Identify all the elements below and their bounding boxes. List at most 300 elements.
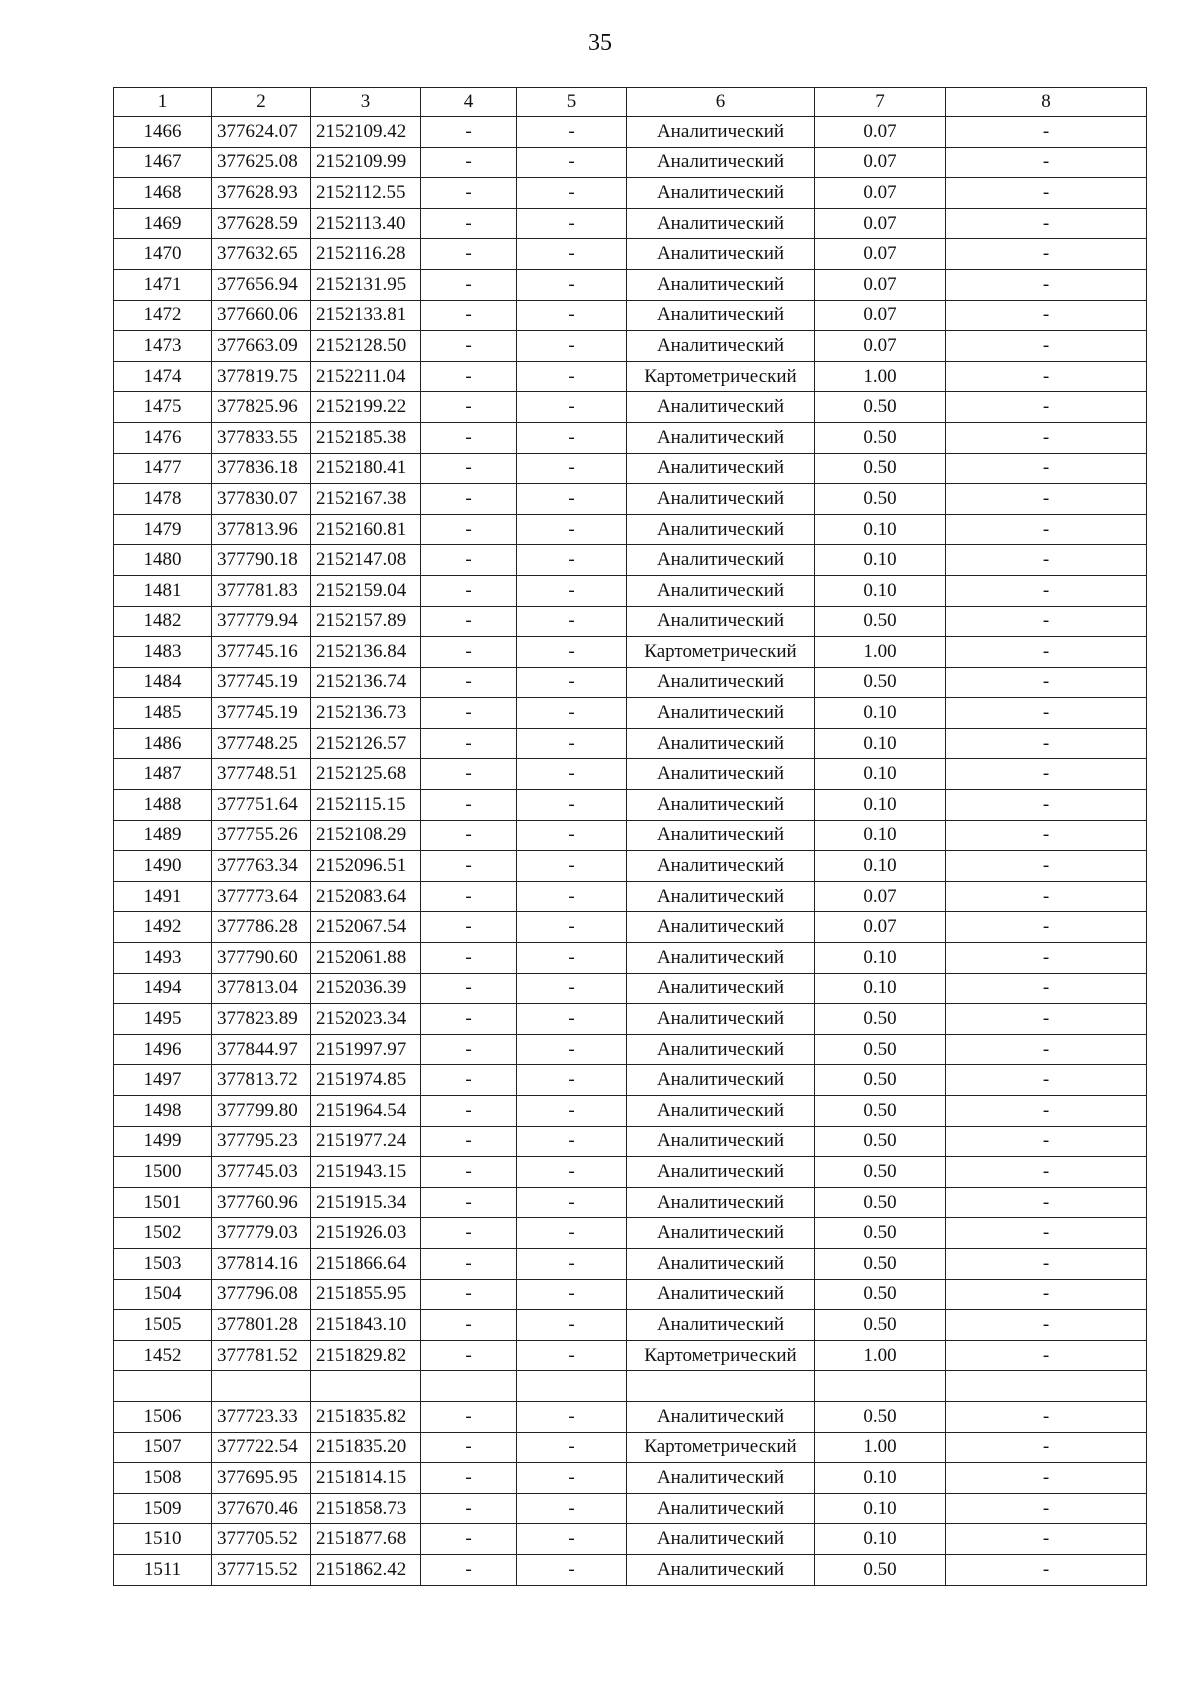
table-row — [114, 331, 1147, 362]
method-cell: Аналитический — [627, 484, 815, 515]
table-row — [114, 453, 1147, 484]
point-number-cell: 1477 — [114, 453, 212, 484]
table-row — [114, 269, 1147, 300]
point-number-cell: 1486 — [114, 728, 212, 759]
table-row — [114, 1248, 1147, 1279]
page-number: 35 — [588, 30, 612, 56]
point-number-cell: 1495 — [114, 1004, 212, 1035]
col-5-value-cell: - — [517, 208, 627, 239]
point-number-cell: 1473 — [114, 331, 212, 362]
col-8-value-cell: - — [946, 575, 1147, 606]
col-4-value-cell: - — [421, 1554, 517, 1585]
col-8-value-cell: - — [946, 514, 1147, 545]
col-5-value-cell: - — [517, 1554, 627, 1585]
coordinate-x-cell: 377745.16 — [212, 637, 311, 668]
col-4-value-cell: - — [421, 1493, 517, 1524]
method-cell: Аналитический — [627, 147, 815, 178]
method-cell: Аналитический — [627, 1248, 815, 1279]
table-row — [114, 1432, 1147, 1463]
method-cell: Аналитический — [627, 514, 815, 545]
accuracy-cell: 0.50 — [815, 1065, 946, 1096]
table-row — [114, 1401, 1147, 1432]
col-5-value-cell: - — [517, 973, 627, 1004]
coordinate-y-cell — [311, 1371, 421, 1402]
point-number-cell: 1474 — [114, 361, 212, 392]
table-row — [114, 1187, 1147, 1218]
col-5-value-cell — [517, 1371, 627, 1402]
coordinate-x-cell: 377722.54 — [212, 1432, 311, 1463]
col-5-value-cell: - — [517, 1034, 627, 1065]
col-4-value-cell: - — [421, 637, 517, 668]
col-5-value-cell: - — [517, 1157, 627, 1188]
coordinate-y-cell: 2152131.95 — [311, 269, 421, 300]
col-5-value-cell: - — [517, 1248, 627, 1279]
method-cell: Аналитический — [627, 300, 815, 331]
method-cell: Аналитический — [627, 117, 815, 148]
point-number-cell: 1500 — [114, 1157, 212, 1188]
accuracy-cell: 0.07 — [815, 239, 946, 270]
point-number-cell: 1479 — [114, 514, 212, 545]
table-row — [114, 514, 1147, 545]
coordinate-x-cell: 377625.08 — [212, 147, 311, 178]
col-4-value-cell: - — [421, 361, 517, 392]
col-8-value-cell: - — [946, 361, 1147, 392]
coordinate-x-cell: 377836.18 — [212, 453, 311, 484]
col-4-value-cell: - — [421, 331, 517, 362]
point-number-cell: 1493 — [114, 943, 212, 974]
col-8-value-cell: - — [946, 698, 1147, 729]
accuracy-cell: 0.50 — [815, 422, 946, 453]
col-8-value-cell: - — [946, 545, 1147, 576]
col-8-value-cell: - — [946, 790, 1147, 821]
point-number-cell: 1496 — [114, 1034, 212, 1065]
point-number-cell: 1452 — [114, 1340, 212, 1371]
col-8-value-cell: - — [946, 1096, 1147, 1127]
table-row — [114, 790, 1147, 821]
coordinate-x-cell: 377695.95 — [212, 1463, 311, 1494]
coordinate-x-cell: 377763.34 — [212, 851, 311, 882]
col-8-value-cell: - — [946, 208, 1147, 239]
column-header: 7 — [815, 88, 946, 117]
col-5-value-cell: - — [517, 667, 627, 698]
col-4-value-cell: - — [421, 759, 517, 790]
coordinate-y-cell: 2151862.42 — [311, 1554, 421, 1585]
col-4-value-cell: - — [421, 147, 517, 178]
coordinate-x-cell: 377745.19 — [212, 667, 311, 698]
table-row — [114, 1554, 1147, 1585]
method-cell: Аналитический — [627, 1157, 815, 1188]
col-4-value-cell: - — [421, 1340, 517, 1371]
accuracy-cell: 0.10 — [815, 1463, 946, 1494]
method-cell: Аналитический — [627, 269, 815, 300]
table-row — [114, 759, 1147, 790]
method-cell: Аналитический — [627, 1493, 815, 1524]
table-row — [114, 1493, 1147, 1524]
coordinate-x-cell: 377779.94 — [212, 606, 311, 637]
col-8-value-cell: - — [946, 147, 1147, 178]
method-cell: Аналитический — [627, 1126, 815, 1157]
accuracy-cell: 0.07 — [815, 178, 946, 209]
coordinate-y-cell: 2152108.29 — [311, 820, 421, 851]
col-8-value-cell: - — [946, 1463, 1147, 1494]
point-number-cell: 1509 — [114, 1493, 212, 1524]
col-8-value-cell: - — [946, 1432, 1147, 1463]
coordinate-y-cell: 2151943.15 — [311, 1157, 421, 1188]
accuracy-cell: 0.07 — [815, 912, 946, 943]
point-number-cell: 1482 — [114, 606, 212, 637]
table-row — [114, 239, 1147, 270]
col-8-value-cell: - — [946, 1034, 1147, 1065]
table-row — [114, 912, 1147, 943]
coordinate-x-cell: 377656.94 — [212, 269, 311, 300]
accuracy-cell: 0.50 — [815, 1126, 946, 1157]
coordinate-y-cell: 2151915.34 — [311, 1187, 421, 1218]
table-row — [114, 484, 1147, 515]
coordinate-y-cell: 2151866.64 — [311, 1248, 421, 1279]
coordinate-y-cell: 2152157.89 — [311, 606, 421, 637]
col-8-value-cell: - — [946, 453, 1147, 484]
col-8-value-cell: - — [946, 269, 1147, 300]
col-4-value-cell: - — [421, 698, 517, 729]
coordinate-x-cell: 377755.26 — [212, 820, 311, 851]
coordinate-x-cell: 377715.52 — [212, 1554, 311, 1585]
accuracy-cell: 0.07 — [815, 881, 946, 912]
col-5-value-cell: - — [517, 545, 627, 576]
table-row — [114, 1096, 1147, 1127]
coordinate-x-cell: 377745.03 — [212, 1157, 311, 1188]
accuracy-cell: 0.50 — [815, 1034, 946, 1065]
coordinate-y-cell: 2152180.41 — [311, 453, 421, 484]
method-cell: Аналитический — [627, 851, 815, 882]
method-cell: Аналитический — [627, 422, 815, 453]
col-4-value-cell: - — [421, 1279, 517, 1310]
coordinate-y-cell: 2152125.68 — [311, 759, 421, 790]
col-5-value-cell: - — [517, 943, 627, 974]
col-4-value-cell: - — [421, 484, 517, 515]
col-8-value-cell: - — [946, 1493, 1147, 1524]
header-row — [114, 88, 1147, 117]
table-row — [114, 178, 1147, 209]
accuracy-cell: 0.50 — [815, 606, 946, 637]
col-8-value-cell: - — [946, 1310, 1147, 1341]
coordinate-x-cell: 377624.07 — [212, 117, 311, 148]
table-row — [114, 422, 1147, 453]
col-8-value-cell: - — [946, 1218, 1147, 1249]
coordinate-y-cell: 2152136.73 — [311, 698, 421, 729]
col-4-value-cell: - — [421, 973, 517, 1004]
col-4-value-cell: - — [421, 790, 517, 821]
coordinate-y-cell: 2152115.15 — [311, 790, 421, 821]
method-cell: Аналитический — [627, 667, 815, 698]
col-5-value-cell: - — [517, 728, 627, 759]
column-header: 8 — [946, 88, 1147, 117]
table-row — [114, 1157, 1147, 1188]
accuracy-cell: 0.50 — [815, 484, 946, 515]
col-4-value-cell: - — [421, 820, 517, 851]
col-5-value-cell: - — [517, 331, 627, 362]
col-8-value-cell: - — [946, 667, 1147, 698]
coordinate-x-cell: 377705.52 — [212, 1524, 311, 1555]
coordinate-y-cell: 2151974.85 — [311, 1065, 421, 1096]
column-header: 1 — [114, 88, 212, 117]
coordinate-x-cell: 377796.08 — [212, 1279, 311, 1310]
method-cell: Аналитический — [627, 178, 815, 209]
col-4-value-cell: - — [421, 1126, 517, 1157]
coordinate-y-cell: 2151926.03 — [311, 1218, 421, 1249]
table-row — [114, 147, 1147, 178]
table-row — [114, 698, 1147, 729]
col-4-value-cell: - — [421, 117, 517, 148]
col-4-value-cell: - — [421, 208, 517, 239]
coordinate-y-cell: 2152136.74 — [311, 667, 421, 698]
col-4-value-cell: - — [421, 1096, 517, 1127]
table-row — [114, 1279, 1147, 1310]
coordinate-y-cell: 2152023.34 — [311, 1004, 421, 1035]
col-5-value-cell: - — [517, 1463, 627, 1494]
method-cell: Аналитический — [627, 1004, 815, 1035]
point-number-cell: 1507 — [114, 1432, 212, 1463]
coordinate-y-cell: 2151858.73 — [311, 1493, 421, 1524]
point-number-cell: 1508 — [114, 1463, 212, 1494]
col-8-value-cell: - — [946, 728, 1147, 759]
coordinate-x-cell: 377823.89 — [212, 1004, 311, 1035]
coordinate-y-cell: 2152167.38 — [311, 484, 421, 515]
col-8-value-cell: - — [946, 759, 1147, 790]
coordinate-x-cell: 377781.83 — [212, 575, 311, 606]
coordinate-y-cell: 2152067.54 — [311, 912, 421, 943]
coordinate-y-cell: 2152126.57 — [311, 728, 421, 759]
point-number-cell: 1497 — [114, 1065, 212, 1096]
column-header: 5 — [517, 88, 627, 117]
method-cell: Аналитический — [627, 759, 815, 790]
table-row — [114, 545, 1147, 576]
method-cell: Картометрический — [627, 637, 815, 668]
col-5-value-cell: - — [517, 1340, 627, 1371]
table-body — [114, 117, 1147, 1586]
point-number-cell: 1489 — [114, 820, 212, 851]
method-cell — [627, 1371, 815, 1402]
method-cell: Аналитический — [627, 973, 815, 1004]
col-5-value-cell: - — [517, 453, 627, 484]
accuracy-cell: 1.00 — [815, 1432, 946, 1463]
coordinate-y-cell: 2152036.39 — [311, 973, 421, 1004]
coordinate-x-cell: 377790.18 — [212, 545, 311, 576]
col-5-value-cell: - — [517, 1493, 627, 1524]
method-cell: Аналитический — [627, 575, 815, 606]
coordinate-x-cell: 377751.64 — [212, 790, 311, 821]
table-row — [114, 1524, 1147, 1555]
coordinate-x-cell: 377813.72 — [212, 1065, 311, 1096]
accuracy-cell: 0.10 — [815, 545, 946, 576]
accuracy-cell: 0.10 — [815, 728, 946, 759]
col-8-value-cell: - — [946, 239, 1147, 270]
coordinate-y-cell: 2151964.54 — [311, 1096, 421, 1127]
table-row — [114, 1340, 1147, 1371]
point-number-cell: 1467 — [114, 147, 212, 178]
col-8-value-cell: - — [946, 178, 1147, 209]
column-header: 6 — [627, 88, 815, 117]
method-cell: Аналитический — [627, 239, 815, 270]
col-4-value-cell: - — [421, 575, 517, 606]
accuracy-cell: 0.07 — [815, 147, 946, 178]
coordinate-y-cell: 2152112.55 — [311, 178, 421, 209]
table-row — [114, 1126, 1147, 1157]
accuracy-cell: 0.50 — [815, 1279, 946, 1310]
coordinate-x-cell: 377814.16 — [212, 1248, 311, 1279]
method-cell: Аналитический — [627, 1096, 815, 1127]
col-5-value-cell: - — [517, 1279, 627, 1310]
table-row — [114, 1065, 1147, 1096]
col-5-value-cell: - — [517, 606, 627, 637]
accuracy-cell: 0.50 — [815, 1157, 946, 1188]
col-4-value-cell: - — [421, 514, 517, 545]
point-number-cell: 1490 — [114, 851, 212, 882]
coordinate-x-cell: 377760.96 — [212, 1187, 311, 1218]
point-number-cell: 1498 — [114, 1096, 212, 1127]
accuracy-cell: 0.07 — [815, 117, 946, 148]
method-cell: Аналитический — [627, 392, 815, 423]
coordinate-x-cell: 377813.04 — [212, 973, 311, 1004]
coordinate-x-cell: 377628.93 — [212, 178, 311, 209]
coordinate-y-cell: 2151843.10 — [311, 1310, 421, 1341]
table-row — [114, 1310, 1147, 1341]
coordinate-x-cell: 377748.25 — [212, 728, 311, 759]
accuracy-cell: 1.00 — [815, 1340, 946, 1371]
table-row — [114, 575, 1147, 606]
col-5-value-cell: - — [517, 1401, 627, 1432]
coordinate-x-cell: 377830.07 — [212, 484, 311, 515]
col-4-value-cell: - — [421, 1401, 517, 1432]
table-row — [114, 300, 1147, 331]
method-cell: Аналитический — [627, 545, 815, 576]
point-number-cell: 1501 — [114, 1187, 212, 1218]
method-cell: Аналитический — [627, 881, 815, 912]
coordinate-x-cell: 377628.59 — [212, 208, 311, 239]
point-number-cell: 1487 — [114, 759, 212, 790]
accuracy-cell: 0.10 — [815, 820, 946, 851]
col-4-value-cell: - — [421, 1187, 517, 1218]
col-4-value-cell: - — [421, 1524, 517, 1555]
col-8-value-cell: - — [946, 392, 1147, 423]
coordinate-y-cell: 2152096.51 — [311, 851, 421, 882]
col-4-value-cell: - — [421, 881, 517, 912]
point-number-cell: 1472 — [114, 300, 212, 331]
col-4-value-cell: - — [421, 269, 517, 300]
coordinate-x-cell: 377786.28 — [212, 912, 311, 943]
method-cell: Аналитический — [627, 1554, 815, 1585]
point-number-cell: 1505 — [114, 1310, 212, 1341]
method-cell: Картометрический — [627, 1432, 815, 1463]
method-cell: Аналитический — [627, 1463, 815, 1494]
accuracy-cell: 0.10 — [815, 1524, 946, 1555]
coordinate-y-cell: 2151877.68 — [311, 1524, 421, 1555]
coordinate-x-cell: 377799.80 — [212, 1096, 311, 1127]
accuracy-cell: 0.50 — [815, 1187, 946, 1218]
col-8-value-cell: - — [946, 1554, 1147, 1585]
point-number-cell: 1510 — [114, 1524, 212, 1555]
col-5-value-cell: - — [517, 514, 627, 545]
point-number-cell: 1485 — [114, 698, 212, 729]
column-header: 3 — [311, 88, 421, 117]
col-4-value-cell: - — [421, 943, 517, 974]
accuracy-cell: 0.50 — [815, 453, 946, 484]
col-8-value-cell: - — [946, 484, 1147, 515]
accuracy-cell: 0.10 — [815, 1493, 946, 1524]
coordinate-y-cell: 2151829.82 — [311, 1340, 421, 1371]
method-cell: Аналитический — [627, 1310, 815, 1341]
col-5-value-cell: - — [517, 851, 627, 882]
col-5-value-cell: - — [517, 1310, 627, 1341]
accuracy-cell: 0.07 — [815, 331, 946, 362]
coordinate-x-cell: 377663.09 — [212, 331, 311, 362]
accuracy-cell: 0.50 — [815, 1248, 946, 1279]
col-8-value-cell: - — [946, 820, 1147, 851]
coordinate-x-cell — [212, 1371, 311, 1402]
coordinate-y-cell: 2152160.81 — [311, 514, 421, 545]
coordinate-y-cell: 2152159.04 — [311, 575, 421, 606]
coordinate-x-cell: 377795.23 — [212, 1126, 311, 1157]
col-5-value-cell: - — [517, 1126, 627, 1157]
col-4-value-cell: - — [421, 1310, 517, 1341]
point-number-cell — [114, 1371, 212, 1402]
column-header: 4 — [421, 88, 517, 117]
method-cell: Аналитический — [627, 1034, 815, 1065]
col-8-value-cell: - — [946, 1279, 1147, 1310]
coordinate-y-cell: 2152116.28 — [311, 239, 421, 270]
point-number-cell: 1504 — [114, 1279, 212, 1310]
col-8-value-cell: - — [946, 1187, 1147, 1218]
coordinate-y-cell: 2152113.40 — [311, 208, 421, 239]
table-row — [114, 1218, 1147, 1249]
col-5-value-cell: - — [517, 790, 627, 821]
method-cell: Аналитический — [627, 1187, 815, 1218]
col-5-value-cell: - — [517, 392, 627, 423]
col-8-value-cell: - — [946, 881, 1147, 912]
col-5-value-cell: - — [517, 1004, 627, 1035]
method-cell: Аналитический — [627, 698, 815, 729]
coordinate-x-cell: 377844.97 — [212, 1034, 311, 1065]
col-4-value-cell: - — [421, 912, 517, 943]
coordinate-x-cell: 377632.65 — [212, 239, 311, 270]
accuracy-cell: 0.10 — [815, 698, 946, 729]
method-cell: Аналитический — [627, 820, 815, 851]
col-5-value-cell: - — [517, 912, 627, 943]
method-cell: Аналитический — [627, 1065, 815, 1096]
point-number-cell: 1488 — [114, 790, 212, 821]
point-number-cell: 1511 — [114, 1554, 212, 1585]
accuracy-cell: 0.10 — [815, 851, 946, 882]
col-8-value-cell: - — [946, 637, 1147, 668]
col-8-value-cell: - — [946, 1065, 1147, 1096]
method-cell: Картометрический — [627, 361, 815, 392]
col-5-value-cell: - — [517, 422, 627, 453]
col-5-value-cell: - — [517, 759, 627, 790]
accuracy-cell: 0.10 — [815, 943, 946, 974]
col-4-value-cell: - — [421, 422, 517, 453]
col-4-value-cell: - — [421, 1248, 517, 1279]
table-row — [114, 943, 1147, 974]
accuracy-cell: 0.10 — [815, 759, 946, 790]
col-8-value-cell: - — [946, 851, 1147, 882]
method-cell: Аналитический — [627, 912, 815, 943]
point-number-cell: 1471 — [114, 269, 212, 300]
col-8-value-cell: - — [946, 606, 1147, 637]
col-5-value-cell: - — [517, 881, 627, 912]
table-row — [114, 820, 1147, 851]
col-4-value-cell: - — [421, 178, 517, 209]
col-4-value-cell: - — [421, 453, 517, 484]
accuracy-cell: 0.50 — [815, 1004, 946, 1035]
